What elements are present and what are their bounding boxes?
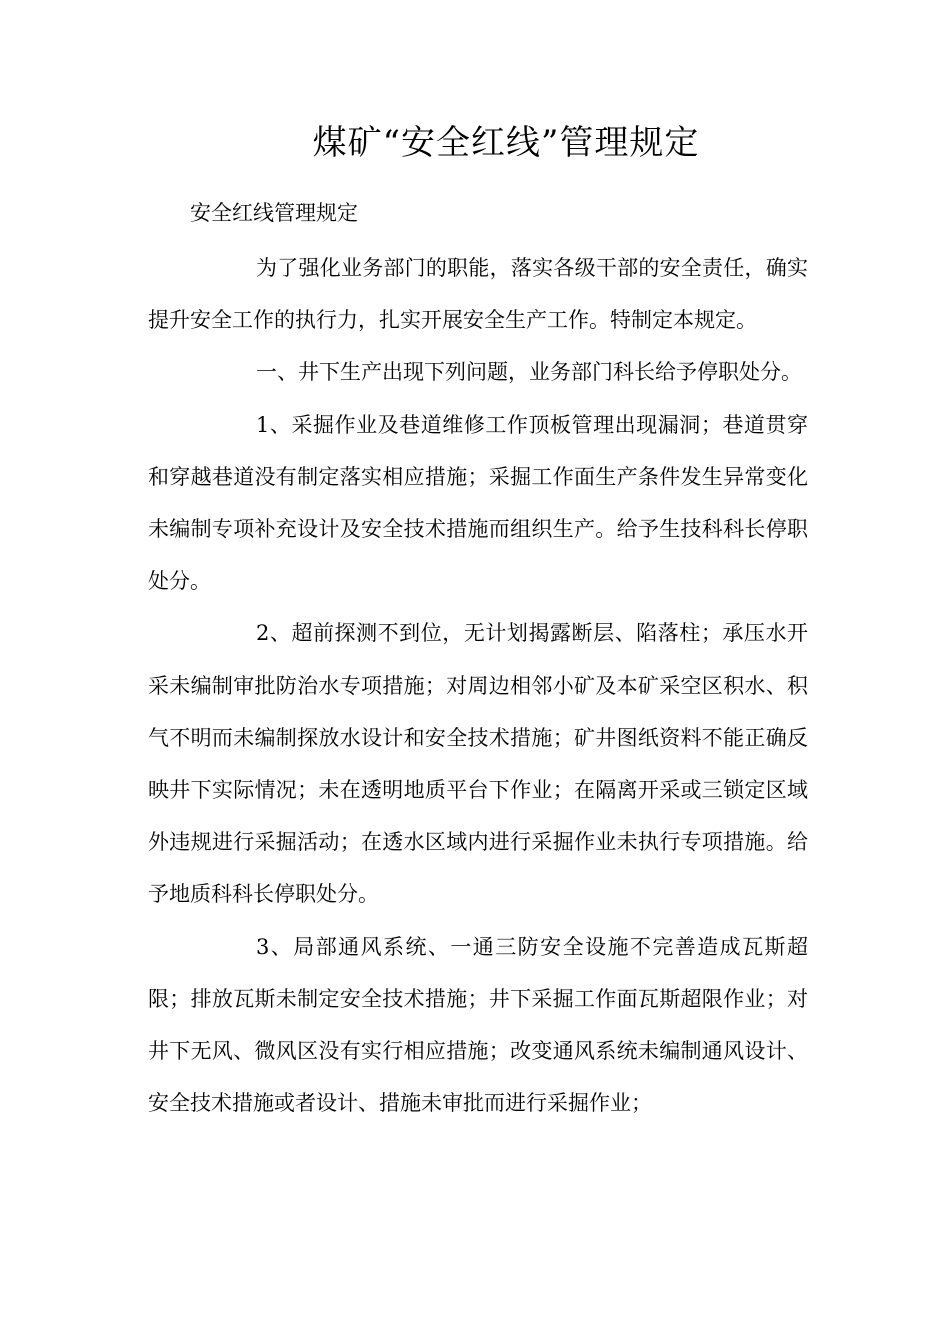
document-title: 煤矿“安全红线”管理规定 bbox=[312, 123, 700, 163]
paragraph-intro: 为了强化业务部门的职能，落实各级干部的安全责任，确实提升安全工作的执行力，扎实开展安全生产工作。特制定本规定。 bbox=[148, 256, 808, 333]
paragraph-item-3: 3、局部通风系统、一通三防安全设施不完善造成瓦斯超限；排放瓦斯未制定安全技术措施；井下采掘工作面瓦斯超限作业；对井下无风、微风区没有实行相应措施；改变通风系统未编制通风设计、安全技术措施或者设计、措施未审批而进行采掘作业； bbox=[148, 934, 808, 1116]
paragraph-item-1: 1、采掘作业及巷道维修工作顶板管理出现漏洞；巷道贯穿和穿越巷道没有制定落实相应措施；采掘工作面生产条件发生异常变化未编制专项补充设计及安全技术措施而组织生产。给予生技科科长停职处分。 bbox=[148, 412, 808, 594]
document-subtitle: 安全红线管理规定 bbox=[190, 201, 358, 225]
paragraph-section-one: 一、井下生产出现下列问题，业务部门科长给予停职处分。 bbox=[256, 360, 802, 385]
document-body bbox=[148, 242, 808, 1129]
paragraph-item-2: 2、超前探测不到位，无计划揭露断层、陷落柱；承压水开采未编制审批防治水专项措施；对周边相邻小矿及本矿采空区积水、积气不明而未编制探放水设计和安全技术措施；矿井图纸资料不能正确反映井下实际情况；未在透明地质平台下作业；在隔离开采或三锁定区域外违规进行采掘活动；在透水区域内进行采掘作业未执行专项措施。给予地质科科长停职处分。 bbox=[148, 621, 808, 907]
